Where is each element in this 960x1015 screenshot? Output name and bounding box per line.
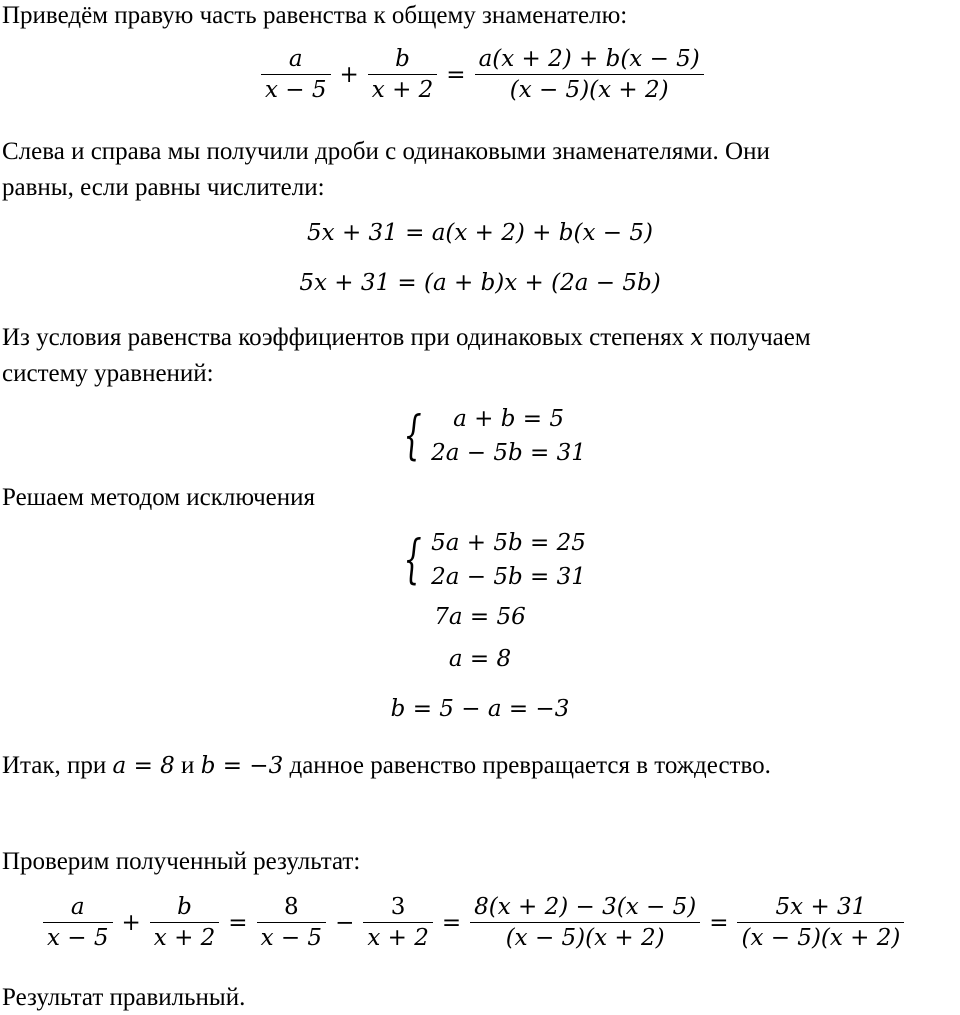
equation-b: b = 5 − a = −3: [390, 696, 570, 722]
equals-operator: =: [228, 909, 248, 936]
denominator: (x − 5)(x + 2): [509, 77, 669, 103]
fraction: [257, 892, 327, 953]
inline-math: b = −3: [200, 753, 284, 779]
inline-math: a = 8: [112, 753, 175, 779]
paragraph-conclusion: [2, 750, 771, 782]
paragraph-check: Проверим полученный результат:: [2, 848, 361, 875]
system-line: 2a − 5b = 31: [431, 440, 586, 466]
fraction: [475, 44, 704, 105]
denominator: x + 2: [153, 925, 216, 951]
plus-operator: +: [339, 61, 359, 88]
numerator: b: [177, 894, 192, 920]
numerator: 3: [390, 894, 406, 920]
paragraph-same-denominators-2: равны, если равны числители:: [2, 174, 325, 201]
fraction: [363, 892, 433, 953]
denominator: x − 5: [47, 925, 109, 951]
paragraph-coefficients-1: [2, 322, 811, 354]
plus-operator: +: [121, 909, 141, 936]
equation-system-2: [396, 526, 586, 594]
paragraph-coefficients-2: систему уравнений:: [2, 360, 214, 387]
paragraph-result: Результат правильный.: [2, 984, 246, 1011]
equation-expanded: 5x + 31 = (a + b)x + (2a − 5b): [299, 270, 661, 296]
minus-operator: −: [335, 909, 355, 936]
paragraph-intro: Приведём правую часть равенства к общему знаменателю:: [2, 2, 628, 29]
paragraph-elimination: Решаем методом исключения: [2, 484, 316, 511]
denominator: (x − 5)(x + 2): [741, 925, 901, 951]
equation-system-1: [396, 402, 586, 470]
numerator: a: [288, 46, 303, 72]
brace-icon: {: [403, 530, 422, 590]
numerator: 8(x + 2) − 3(x − 5): [474, 894, 697, 920]
equals-operator: =: [709, 909, 729, 936]
system-line: 2a − 5b = 31: [431, 564, 586, 590]
numerator: 5x + 31: [775, 894, 867, 920]
denominator: x − 5: [260, 925, 323, 951]
denominator: x − 5: [265, 77, 327, 103]
variable-x: x: [690, 325, 704, 351]
fraction: [150, 892, 220, 953]
text-segment: Из условия равенства коэффициентов при одинаковых степенях: [2, 324, 685, 351]
denominator: (x − 5)(x + 2): [505, 925, 665, 951]
text-segment: получаем: [709, 324, 811, 351]
denominator: x + 2: [371, 77, 434, 103]
equation-numerators: 5x + 31 = a(x + 2) + b(x − 5): [307, 220, 653, 246]
fraction: [43, 892, 113, 953]
brace-icon: {: [403, 406, 422, 466]
fraction: [470, 892, 700, 953]
numerator: 8: [283, 894, 299, 920]
equals-operator: =: [446, 61, 466, 88]
fraction: [368, 44, 438, 105]
fraction: [737, 892, 904, 953]
text-segment: Итак, при: [2, 752, 107, 779]
denominator: x + 2: [367, 925, 429, 951]
numerator: a: [70, 894, 85, 920]
system-line: 5a + 5b = 25: [431, 530, 586, 556]
equation-a: a = 8: [448, 646, 512, 672]
equals-operator: =: [441, 909, 462, 936]
fraction: [261, 44, 331, 105]
equation-check: [40, 892, 907, 953]
system-line: a + b = 5: [453, 406, 564, 432]
numerator: b: [395, 46, 410, 72]
numerator: a(x + 2) + b(x − 5): [478, 46, 700, 72]
text-segment: данное равенство превращается в тождество.: [289, 752, 771, 779]
equation-common-denominator: [258, 44, 707, 105]
equation-7a: 7a = 56: [434, 604, 526, 630]
paragraph-same-denominators-1: Слева и справа мы получили дроби с одинаковыми знаменателями. Они: [2, 138, 770, 165]
text-segment: и: [181, 752, 195, 779]
